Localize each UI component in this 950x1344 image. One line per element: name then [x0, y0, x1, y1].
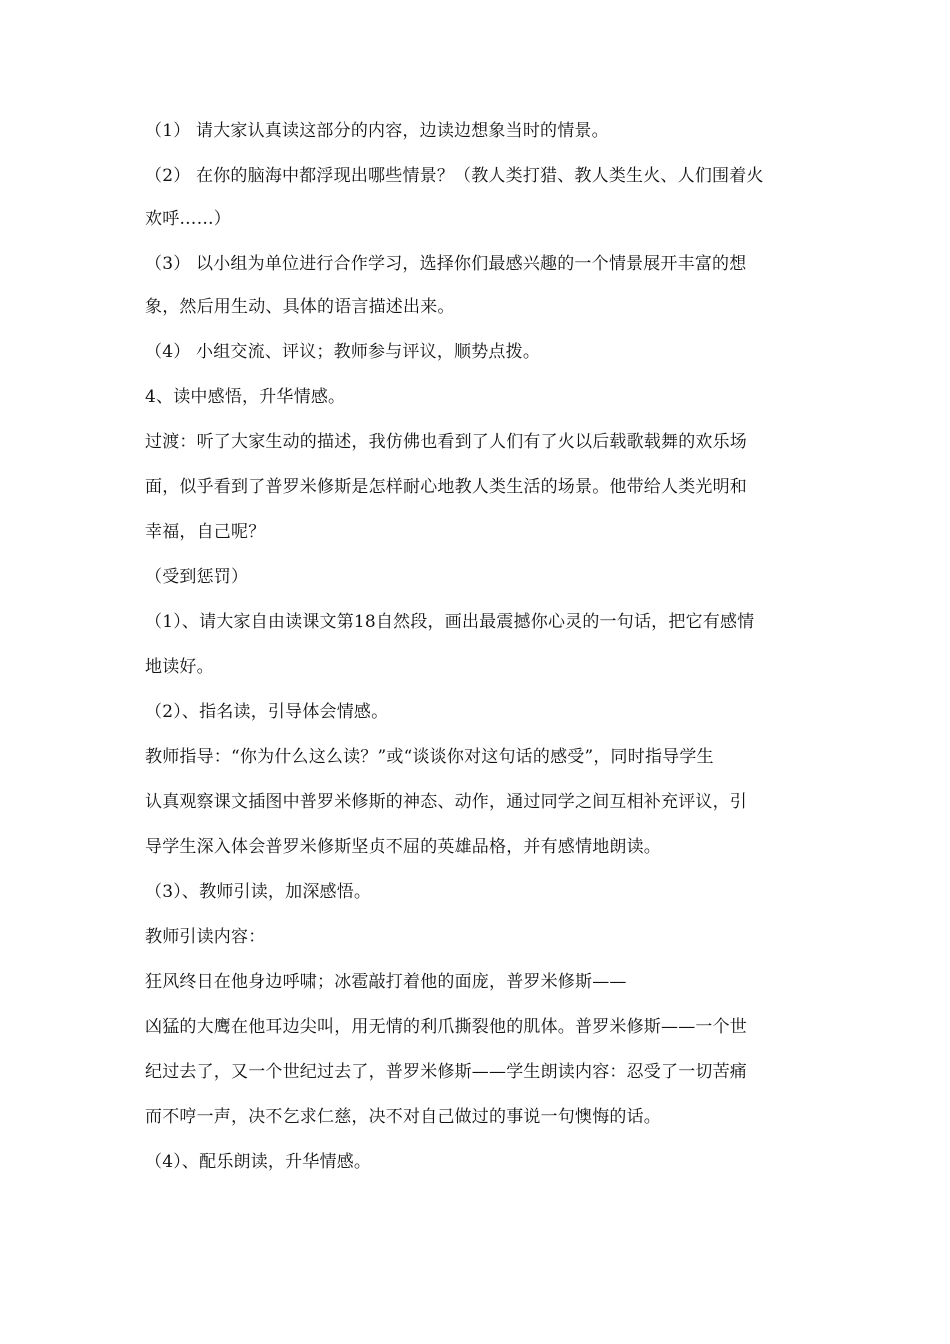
text-line: （3）、教师引读，加深感悟。 — [145, 882, 372, 902]
text-line: （2） 在你的脑海中都浮现出哪些情景？（教人类打猎、教人类生火、人们围着火 — [145, 166, 764, 186]
text-line: 导学生深入体会普罗米修斯坚贞不屈的英雄品格，并有感情地朗读。 — [145, 837, 661, 857]
document-body — [145, 121, 807, 1197]
text-line: （1） 请大家认真读这部分的内容，边读边想象当时的情景。 — [145, 121, 609, 141]
text-line: （3） 以小组为单位进行合作学习，选择你们最感兴趣的一个情景展开丰富的想 — [145, 254, 747, 274]
text-line: 教师指导：“你为什么这么读？”或“谈谈你对这句话的感受”，同时指导学生 — [145, 747, 714, 767]
text-line: 面，似乎看到了普罗米修斯是怎样耐心地教人类生活的场景。他带给人类光明和 — [145, 477, 747, 497]
text-line: 而不哼一声，决不乞求仁慈，决不对自己做过的事说一句懊悔的话。 — [145, 1107, 661, 1127]
text-line: （4） 小组交流、评议；教师参与评议，顺势点拨。 — [145, 342, 541, 362]
text-line: 地读好。 — [145, 657, 214, 677]
text-line: （1）、请大家自由读课文第18自然段，画出最震撼你心灵的一句话，把它有感情 — [145, 612, 755, 632]
text-line: 幸福，自己呢？ — [145, 522, 266, 542]
text-line: （受到惩罚） — [145, 567, 249, 587]
text-line: 凶猛的大鹰在他耳边尖叫，用无情的利爪撕裂他的肌体。普罗米修斯——一个世 — [145, 1017, 747, 1037]
text-line: 教师引读内容： — [145, 927, 266, 947]
text-line: 纪过去了，又一个世纪过去了，普罗米修斯——学生朗读内容：忍受了一切苦痛 — [145, 1062, 747, 1082]
text-line: 象，然后用生动、具体的语言描述出来。 — [145, 297, 455, 317]
text-line: 认真观察课文插图中普罗米修斯的神态、动作，通过同学之间互相补充评议，引 — [145, 792, 747, 812]
text-line: （4）、配乐朗读，升华情感。 — [145, 1152, 372, 1172]
text-line: 狂风终日在他身边呼啸；冰雹敲打着他的面庞，普罗米修斯—— — [145, 972, 627, 992]
text-line: 4、读中感悟，升华情感。 — [145, 387, 346, 407]
text-line: 欢呼……） — [145, 209, 231, 229]
text-line: 过渡：听了大家生动的描述，我仿佛也看到了人们有了火以后载歌载舞的欢乐场 — [145, 432, 747, 452]
text-line: （2）、指名读，引导体会情感。 — [145, 702, 389, 722]
